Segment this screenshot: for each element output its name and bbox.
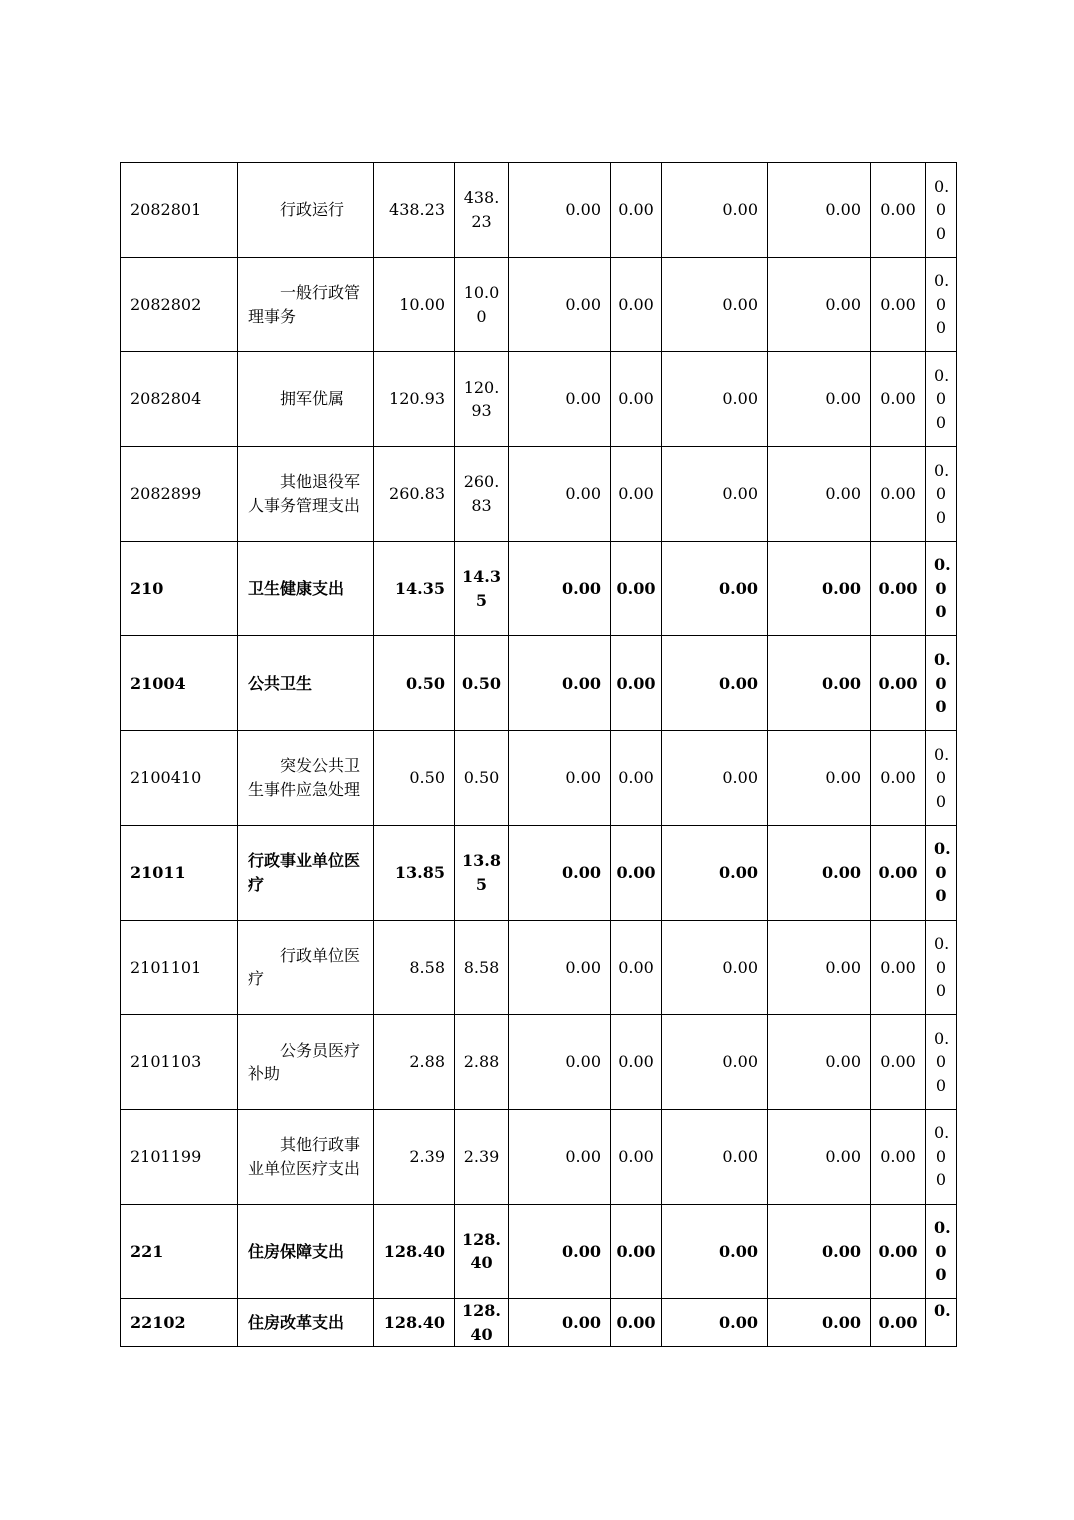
row-col8: 0.00 bbox=[926, 731, 957, 826]
row-code: 210 bbox=[121, 541, 238, 636]
row-name: 突发公共卫生事件应急处理 bbox=[238, 731, 374, 826]
row-project: 0.00 bbox=[509, 352, 611, 447]
row-total: 2.88 bbox=[374, 1015, 455, 1110]
row-project: 0.00 bbox=[509, 1299, 611, 1347]
row-col7: 0.00 bbox=[871, 1204, 926, 1299]
row-name: 住房改革支出 bbox=[238, 1299, 374, 1347]
table-row bbox=[121, 352, 957, 447]
row-name: 公共卫生 bbox=[238, 636, 374, 731]
row-col8: 0.00 bbox=[926, 257, 957, 352]
row-name: 公务员医疗补助 bbox=[238, 1015, 374, 1110]
row-code: 2082804 bbox=[121, 352, 238, 447]
row-name: 一般行政管理事务 bbox=[238, 257, 374, 352]
row-col4: 0.00 bbox=[611, 731, 662, 826]
row-project: 0.00 bbox=[509, 731, 611, 826]
row-col7: 0.00 bbox=[871, 1109, 926, 1204]
row-basic: 8.58 bbox=[455, 920, 509, 1015]
table-row bbox=[121, 1109, 957, 1204]
row-col8: 0.00 bbox=[926, 541, 957, 636]
row-col5: 0.00 bbox=[662, 1109, 768, 1204]
row-col4: 0.00 bbox=[611, 257, 662, 352]
row-col7: 0.00 bbox=[871, 731, 926, 826]
row-code: 2100410 bbox=[121, 731, 238, 826]
row-code: 22102 bbox=[121, 1299, 238, 1347]
table-row bbox=[121, 731, 957, 826]
row-col7: 0.00 bbox=[871, 825, 926, 920]
row-col8: 0.00 bbox=[926, 920, 957, 1015]
row-basic: 438.23 bbox=[455, 163, 509, 258]
row-col7: 0.00 bbox=[871, 257, 926, 352]
table-row bbox=[121, 163, 957, 258]
row-total: 14.35 bbox=[374, 541, 455, 636]
row-col4: 0.00 bbox=[611, 163, 662, 258]
row-col4: 0.00 bbox=[611, 920, 662, 1015]
row-name: 住房保障支出 bbox=[238, 1204, 374, 1299]
row-total: 13.85 bbox=[374, 825, 455, 920]
row-project: 0.00 bbox=[509, 163, 611, 258]
row-col4: 0.00 bbox=[611, 1015, 662, 1110]
budget-table bbox=[120, 162, 957, 1347]
row-basic: 120.93 bbox=[455, 352, 509, 447]
row-total: 0.50 bbox=[374, 731, 455, 826]
row-col4: 0.00 bbox=[611, 352, 662, 447]
row-col4: 0.00 bbox=[611, 1299, 662, 1347]
row-total: 2.39 bbox=[374, 1109, 455, 1204]
row-project: 0.00 bbox=[509, 920, 611, 1015]
row-code: 2082899 bbox=[121, 447, 238, 542]
row-col5: 0.00 bbox=[662, 1015, 768, 1110]
row-total: 10.00 bbox=[374, 257, 455, 352]
row-col4: 0.00 bbox=[611, 541, 662, 636]
row-col6: 0.00 bbox=[768, 163, 871, 258]
row-basic: 0.50 bbox=[455, 731, 509, 826]
table-row bbox=[121, 257, 957, 352]
row-basic: 128.40 bbox=[455, 1299, 509, 1347]
row-col5: 0.00 bbox=[662, 1299, 768, 1347]
row-project: 0.00 bbox=[509, 541, 611, 636]
row-col4: 0.00 bbox=[611, 1204, 662, 1299]
row-name: 行政运行 bbox=[238, 163, 374, 258]
row-col6: 0.00 bbox=[768, 825, 871, 920]
row-col4: 0.00 bbox=[611, 447, 662, 542]
row-col8: 0.00 bbox=[926, 352, 957, 447]
row-col8: 0.00 bbox=[926, 163, 957, 258]
row-col7: 0.00 bbox=[871, 636, 926, 731]
row-col7: 0.00 bbox=[871, 163, 926, 258]
row-code: 2101103 bbox=[121, 1015, 238, 1110]
row-total: 120.93 bbox=[374, 352, 455, 447]
row-col5: 0.00 bbox=[662, 447, 768, 542]
table-row bbox=[121, 1015, 957, 1110]
row-col5: 0.00 bbox=[662, 257, 768, 352]
row-col4: 0.00 bbox=[611, 1109, 662, 1204]
row-basic: 14.35 bbox=[455, 541, 509, 636]
table-row bbox=[121, 825, 957, 920]
row-code: 2101199 bbox=[121, 1109, 238, 1204]
row-total: 8.58 bbox=[374, 920, 455, 1015]
row-col6: 0.00 bbox=[768, 541, 871, 636]
row-name: 其他行政事业单位医疗支出 bbox=[238, 1109, 374, 1204]
row-col5: 0.00 bbox=[662, 825, 768, 920]
row-project: 0.00 bbox=[509, 447, 611, 542]
table-row bbox=[121, 1299, 957, 1347]
row-col8: 0.00 bbox=[926, 1109, 957, 1204]
row-col4: 0.00 bbox=[611, 636, 662, 731]
row-basic: 2.88 bbox=[455, 1015, 509, 1110]
row-total: 438.23 bbox=[374, 163, 455, 258]
row-col8: 0.00 bbox=[926, 1204, 957, 1299]
row-col8: 0.00 bbox=[926, 447, 957, 542]
row-total: 0.50 bbox=[374, 636, 455, 731]
row-total: 128.40 bbox=[374, 1204, 455, 1299]
row-project: 0.00 bbox=[509, 1109, 611, 1204]
row-name: 其他退役军人事务管理支出 bbox=[238, 447, 374, 542]
row-project: 0.00 bbox=[509, 1015, 611, 1110]
row-col7: 0.00 bbox=[871, 1299, 926, 1347]
row-col7: 0.00 bbox=[871, 1015, 926, 1110]
row-col6: 0.00 bbox=[768, 920, 871, 1015]
row-project: 0.00 bbox=[509, 1204, 611, 1299]
row-project: 0.00 bbox=[509, 825, 611, 920]
row-code: 21004 bbox=[121, 636, 238, 731]
row-col6: 0.00 bbox=[768, 731, 871, 826]
row-col8: 0.00 bbox=[926, 636, 957, 731]
row-name: 行政事业单位医疗 bbox=[238, 825, 374, 920]
row-name: 行政单位医疗 bbox=[238, 920, 374, 1015]
row-basic: 13.85 bbox=[455, 825, 509, 920]
row-col6: 0.00 bbox=[768, 1299, 871, 1347]
row-col5: 0.00 bbox=[662, 1204, 768, 1299]
row-code: 2082801 bbox=[121, 163, 238, 258]
table-row bbox=[121, 447, 957, 542]
table-body bbox=[121, 163, 957, 1347]
row-col7: 0.00 bbox=[871, 352, 926, 447]
row-project: 0.00 bbox=[509, 636, 611, 731]
row-name: 拥军优属 bbox=[238, 352, 374, 447]
row-code: 21011 bbox=[121, 825, 238, 920]
row-col8: 0.00 bbox=[926, 825, 957, 920]
row-col5: 0.00 bbox=[662, 352, 768, 447]
row-col8: 0.00 bbox=[926, 1015, 957, 1110]
row-col5: 0.00 bbox=[662, 541, 768, 636]
row-col8: 0. bbox=[926, 1299, 957, 1347]
row-col6: 0.00 bbox=[768, 447, 871, 542]
row-col6: 0.00 bbox=[768, 1109, 871, 1204]
row-col6: 0.00 bbox=[768, 636, 871, 731]
row-col5: 0.00 bbox=[662, 163, 768, 258]
row-col6: 0.00 bbox=[768, 257, 871, 352]
row-col7: 0.00 bbox=[871, 447, 926, 542]
row-basic: 128.40 bbox=[455, 1204, 509, 1299]
row-total: 128.40 bbox=[374, 1299, 455, 1347]
row-col6: 0.00 bbox=[768, 1204, 871, 1299]
table-row bbox=[121, 1204, 957, 1299]
row-col5: 0.00 bbox=[662, 636, 768, 731]
row-col4: 0.00 bbox=[611, 825, 662, 920]
row-basic: 0.50 bbox=[455, 636, 509, 731]
table-row bbox=[121, 920, 957, 1015]
row-basic: 10.00 bbox=[455, 257, 509, 352]
table-row bbox=[121, 636, 957, 731]
row-col6: 0.00 bbox=[768, 352, 871, 447]
row-basic: 2.39 bbox=[455, 1109, 509, 1204]
row-project: 0.00 bbox=[509, 257, 611, 352]
table-row bbox=[121, 541, 957, 636]
row-basic: 260.83 bbox=[455, 447, 509, 542]
row-code: 2101101 bbox=[121, 920, 238, 1015]
row-col5: 0.00 bbox=[662, 920, 768, 1015]
row-col6: 0.00 bbox=[768, 1015, 871, 1110]
row-col7: 0.00 bbox=[871, 920, 926, 1015]
row-col5: 0.00 bbox=[662, 731, 768, 826]
row-name: 卫生健康支出 bbox=[238, 541, 374, 636]
row-col7: 0.00 bbox=[871, 541, 926, 636]
row-code: 2082802 bbox=[121, 257, 238, 352]
row-code: 221 bbox=[121, 1204, 238, 1299]
row-total: 260.83 bbox=[374, 447, 455, 542]
